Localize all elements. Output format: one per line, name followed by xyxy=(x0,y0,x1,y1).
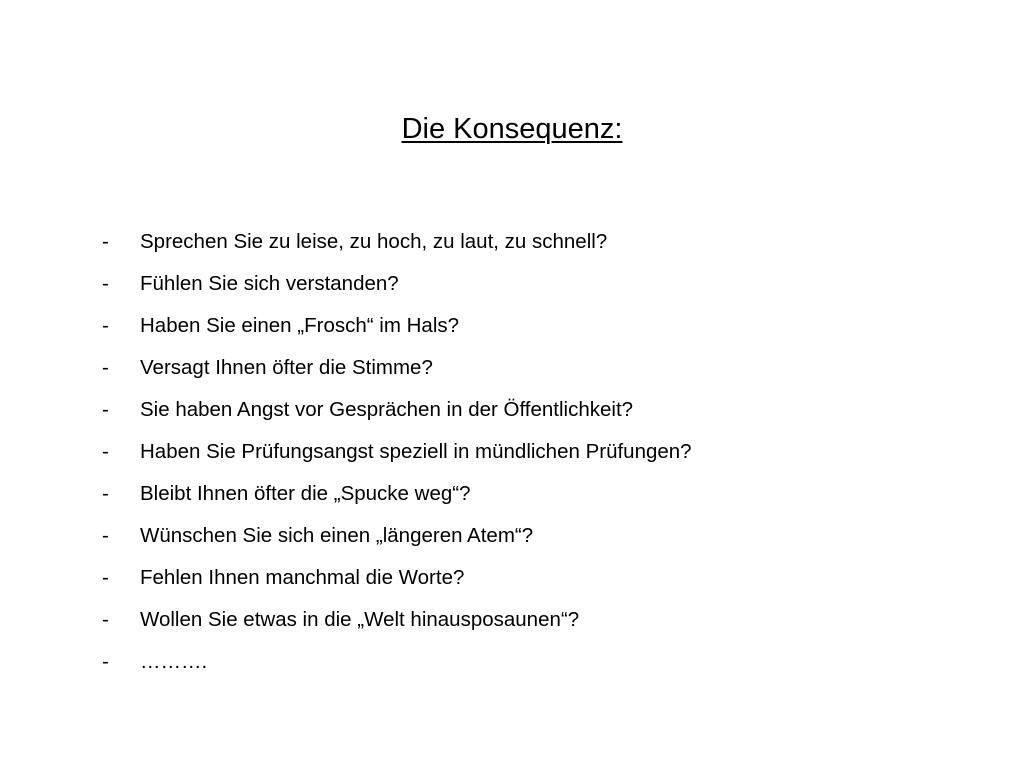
bullet-dash: - xyxy=(102,482,109,505)
list-item-text: Wünschen Sie sich einen „längeren Atem“? xyxy=(140,524,534,547)
bullet-list xyxy=(0,221,1024,683)
list-item xyxy=(0,431,1024,473)
list-item-text: Bleibt Ihnen öfter die „Spucke weg“? xyxy=(140,482,471,505)
list-item-text: Wollen Sie etwas in die „Welt hinausposaunen“? xyxy=(140,608,580,631)
bullet-dash: - xyxy=(102,566,109,589)
list-item-text: Fühlen Sie sich verstanden? xyxy=(140,272,399,295)
list-item-text: Versagt Ihnen öfter die Stimme? xyxy=(140,356,433,379)
bullet-dash: - xyxy=(102,314,109,337)
bullet-dash: - xyxy=(102,524,109,547)
bullet-dash: - xyxy=(102,356,109,379)
list-item xyxy=(0,221,1024,263)
bullet-dash: - xyxy=(102,650,109,673)
list-item xyxy=(0,347,1024,389)
list-item xyxy=(0,305,1024,347)
list-item xyxy=(0,641,1024,683)
list-item xyxy=(0,473,1024,515)
list-item xyxy=(0,557,1024,599)
list-item xyxy=(0,389,1024,431)
bullet-dash: - xyxy=(102,230,109,253)
list-item-text: Fehlen Ihnen manchmal die Worte? xyxy=(140,566,465,589)
list-item xyxy=(0,263,1024,305)
bullet-dash: - xyxy=(102,398,109,421)
list-item-text: Haben Sie Prüfungsangst speziell in mündlichen Prüfungen? xyxy=(140,440,692,463)
list-item xyxy=(0,599,1024,641)
list-item xyxy=(0,515,1024,557)
bullet-dash: - xyxy=(102,608,109,631)
list-item-text: Haben Sie einen „Frosch“ im Hals? xyxy=(140,314,460,337)
bullet-dash: - xyxy=(102,272,109,295)
slide-title: Die Konsequenz: xyxy=(401,113,623,145)
list-item-text: ………. xyxy=(140,650,208,673)
list-item-text: Sie haben Angst vor Gesprächen in der Öffentlichkeit? xyxy=(140,398,634,421)
bullet-dash: - xyxy=(102,440,109,463)
list-item-text: Sprechen Sie zu leise, zu hoch, zu laut, zu schnell? xyxy=(140,230,608,253)
